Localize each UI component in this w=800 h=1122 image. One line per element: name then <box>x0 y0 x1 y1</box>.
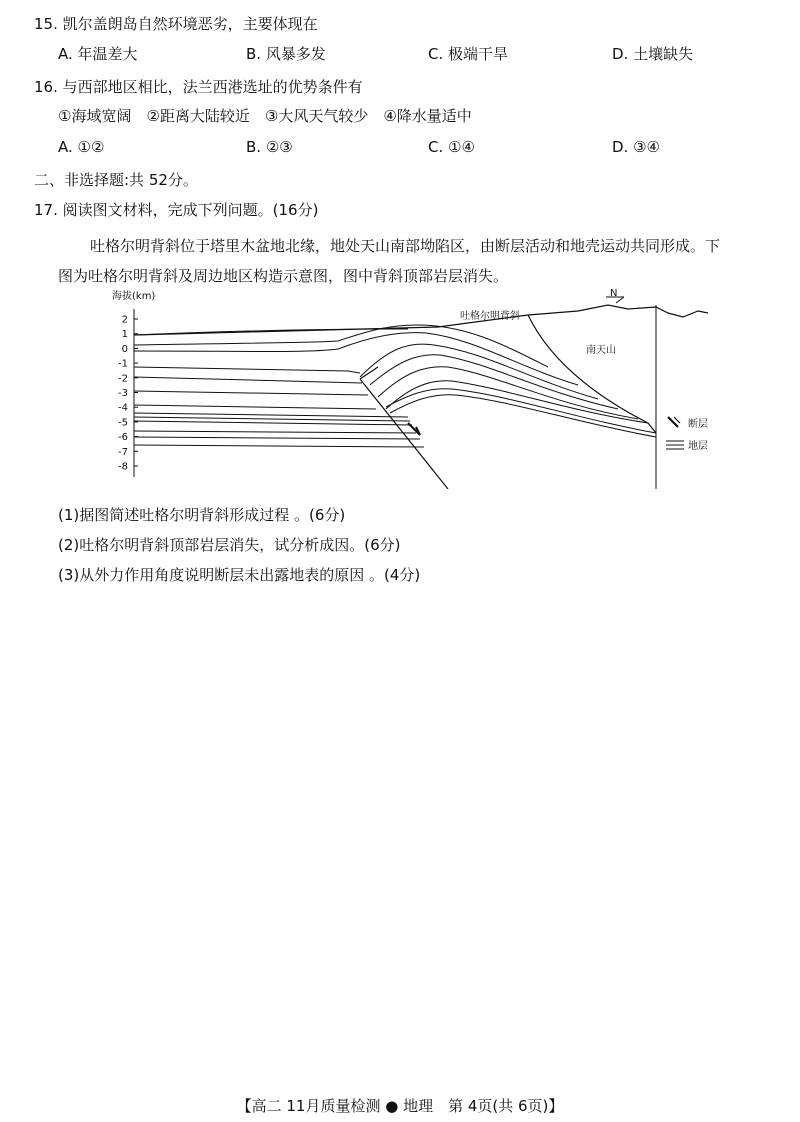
geologic-cross-section <box>108 287 720 489</box>
q16-stem: 16. 与西部地区相比，法兰西港选址的优势条件有 <box>34 78 363 96</box>
q17-stem: 17. 阅读图文材料，完成下列问题。(16分) <box>34 201 319 219</box>
axis-tick-label: 0 <box>121 343 128 355</box>
q17-sub1: (1)据图简述吐格尔明背斜形成过程 。(6分) <box>58 506 346 524</box>
q16-option-c: C. ①④ <box>428 138 475 156</box>
legend-strata <box>666 439 708 452</box>
section-title: 二、非选择题:共 52分。 <box>34 171 198 189</box>
q17-material-line2: 图为吐格尔明背斜及周边地区构造示意图，图中背斜顶部岩层消失。 <box>58 267 509 285</box>
q16-conditions: ①海域宽阔 ②距离大陆较近 ③大风天气较少 ④降水量适中 <box>58 107 472 125</box>
axis-tick-label: -2 <box>118 373 128 385</box>
north-label: N <box>610 288 618 299</box>
legend-fault <box>668 417 708 430</box>
axis-title: 海拔(km) <box>112 291 156 302</box>
axis-tick-label: -6 <box>118 432 128 444</box>
svg-text:地层: 地层 <box>688 441 708 452</box>
svg-text:断层: 断层 <box>688 419 708 430</box>
axis-tick-label: 2 <box>121 314 128 326</box>
anticline-label: 吐格尔明背斜 <box>460 311 520 322</box>
axis-tick-label: -8 <box>118 461 128 473</box>
q15-stem: 15. 凯尔盖朗岛自然环境恶劣，主要体现在 <box>34 15 318 33</box>
q16-option-b: B. ②③ <box>246 138 293 156</box>
q17-sub2: (2)吐格尔明背斜顶部岩层消失，试分析成因。(6分) <box>58 536 401 554</box>
q16-option-d: D. ③④ <box>612 138 660 156</box>
page-footer: 【高二 11月质量检测 ● 地理 第 4页(共 6页)】 <box>236 1097 564 1115</box>
axis-tick-label: -7 <box>118 446 128 458</box>
q15-option-c: C. 极端干旱 <box>428 45 509 63</box>
q15-option-a: A. 年温差大 <box>58 45 138 63</box>
axis-tick-label: -3 <box>118 388 128 399</box>
mountain-label: 南天山 <box>586 345 616 356</box>
q17-material-line1: 吐格尔明背斜位于塔里木盆地北缘，地处天山南部坳陷区，由断层活动和地壳运动共同形成。下 <box>90 237 721 255</box>
q15-option-b: B. 风暴多发 <box>246 45 326 63</box>
q15-option-d: D. 土壤缺失 <box>612 45 694 63</box>
axis-tick-label: -4 <box>118 402 128 414</box>
axis-tick-label: 1 <box>121 329 128 341</box>
q16-option-a: A. ①② <box>58 138 105 156</box>
axis-tick-label: -5 <box>118 417 128 429</box>
axis-tick-label: -1 <box>118 358 128 370</box>
q17-sub3: (3)从外力作用角度说明断层未出露地表的原因 。(4分) <box>58 566 421 584</box>
axis-ticks <box>118 315 138 473</box>
